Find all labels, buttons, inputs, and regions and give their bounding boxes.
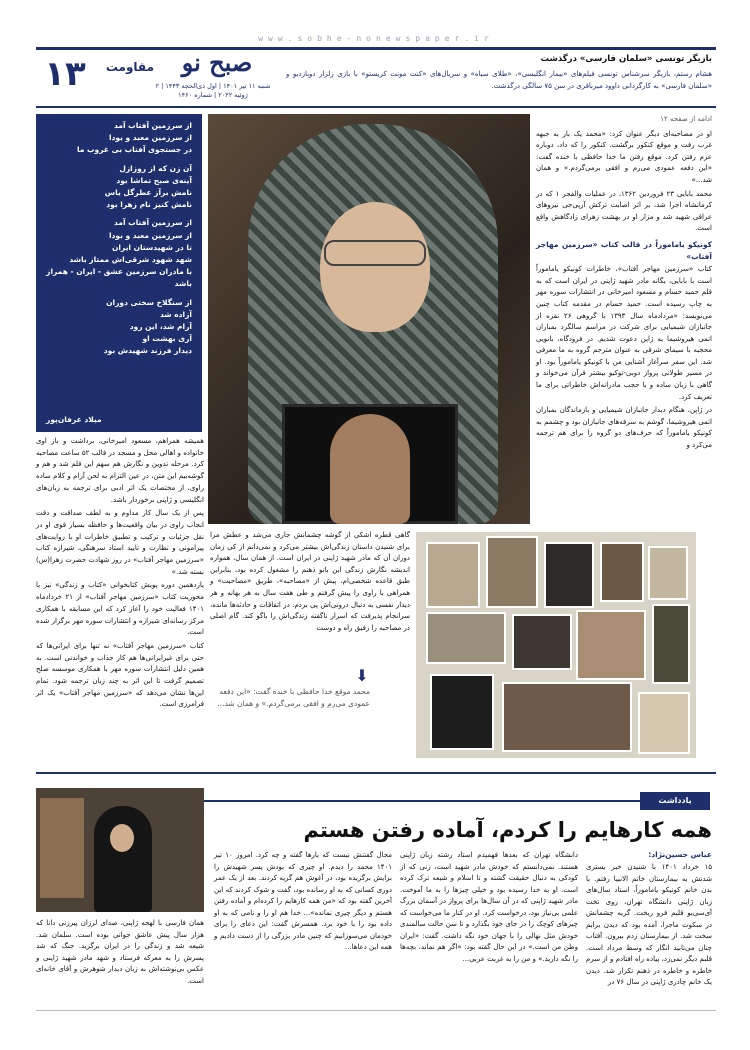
poem-line: آری بهشت او [142, 334, 192, 344]
news-box-body: هشام رستم، بازیگر سرشناس تونسی فیلم‌های «بیمار انگلیسی»، «طلای سیاه» و سریال‌های «کنت مونت کریستو» با بازی زلزار دوبازدیو و «سلمان فارسی» به کارگردانی داوود میرباقری در سن ۷۵ سالگی درگذشت. [286, 70, 712, 90]
poem-line: شهد شهود شرقی‌اش ممتاز باشد [69, 255, 192, 265]
note-tag: یادداشت [640, 792, 710, 810]
poem-line: آینه‌ی صبح تماشا بود [116, 175, 192, 185]
poem-line: در جستجوی آفتاب بی غروب ما [76, 145, 192, 155]
author-portrait-photo [36, 788, 204, 912]
right-column [536, 114, 712, 454]
left-para-3: یازدهمین دوره پویش کتابخوانی «کتاب و زندگی» نیز با محوریت کتاب «سرزمین مهاجر آفتاب» از ۲۱ خردادماه ۱۴۰۱ فعالیت خود را آغاز کرد که این مسابقه با همکاری مرکز رسانه‌ای شیرازه و انتشارات سوره مهر برگزار شده است. [36, 581, 204, 637]
right-para-3: کتاب «سرزمین مهاجر آفتاب»، خاطرات کونیکو یاماموراً است با بابایی، یگانه مادر شهید ژاپنی در ایران است که به قلم حمید حسام و مسعود امیرخانی در انتشارات سوره مهر به چاپ رسیده است. حمید حسام در مقدمه کتاب چنین می‌نویسد: «مردادماه سال ۱۳۹۳ با گروهی ۲۶ نفره از جانبازان شیمیایی برای شرکت در مراسم سالگرد بمباران اتمی هیروشیما به ژاپن دعوت شدیم. در فرودگاه، بانویی محجبه با سیمای شرقی به عنوان مترجم گروه به ما معرفی شد. این سفر سرآغاز آشنایی من با کونیکو یاماموراً بود. او در مسیر طولانی پرواز دوبی-توکیو بیشتر قرآن می‌خواند و گاهی با زبان ساده و با حجب مادرانه‌اش خاطراتی برای ما تعریف کرد. [536, 265, 712, 401]
note-tag-rule [200, 800, 640, 802]
newspaper-logo: صبح نو [181, 48, 253, 77]
left-para-2: پس از یک سال کار مداوم و به لطف صداقت و دقت انجاب راوی در بیان واقعیت‌ها و حافظه بسیار قوی او در نقل جزئیات و ترکیب و تطبیق خاطرات او با روایت‌های پیرامونی و نظارت و تایید استاد سرهنگی، شیرازه کتاب «سرزمین مهاجر آفتاب» در روز شهادت حضرت زهرا(س) بسته شد.» [36, 509, 204, 576]
poem-line: آزاده شد [159, 309, 192, 319]
right-para-2: محمد بابایی ۲۳ فروردین ۱۳۶۲، در عملیات والفجر ۱ که در کرمانشاه اجرا شد، بر اثر اصابت ترکش آرپی‌جی نیروهای عراقی شهید شد و مزار او در بهشت زهرای زادگاهش واقع است. [536, 189, 712, 233]
continue-note: ادامه از صفحه ۱۲ [660, 115, 712, 123]
poem-line: از سرزمین معبد و بودا [108, 230, 192, 240]
poem-stanza-1 [46, 120, 192, 157]
poem-box [36, 114, 202, 432]
poem-line: با مادران سرزمین عشق - ایران - همراز باشد [46, 267, 192, 289]
mother-portrait-photo [208, 114, 530, 524]
right-para-1: او در مصاحبه‌ای دیگر عنوان کرد: «محمد یک بار به جبهه غرب رفت و موقع کنکور برگشت. کنکور را که داد، دوباره عزم رفتن کرد. موقع رفتن ما خدا حافظی با خنده گفت: «این دفعه عمودی می‌رم و افقی برمی‌گردم.» و همان شد...» [536, 129, 712, 184]
note-author: عباس حسین‌نژاد: [648, 850, 712, 859]
poem-stanza-2 [46, 163, 192, 212]
portrait-caption: همان فارسی با لهجه ژاپنی، صدای لرزان پیرزنی دانا که هزار سال پیش عاشق جوانی بوده است. سلمان شد. شیعه شد و زندگی را در ایران برگزید. جنگ که شد پسرش را به معرکه فرستاد و شهد مادر شهید ژاپنی و عکس بی‌نوشته‌اش به زبان دیدار شوهرش و آقای خانه‌ای است. [36, 919, 204, 985]
poet-name: میلاد عرفان‌پور [46, 414, 102, 424]
website-url: www.sobhe-nonewspaper.ir [258, 34, 494, 43]
header-bottom-rule [36, 106, 716, 108]
left-para-4: کتاب «سرزمین مهاجر آفتاب» نه تنها برای ایرانی‌ها که حتی برای غیرایرانی‌ها هم کار جذاب و خواندنی است. به همین دلیل انتشارات سوره مهر با همکاری موسسه صلح تصمیم گرفت تا این اثر به چند زبان ترجمه شود. تمام این‌ها نشان می‌دهد که «سرزمین مهاجر آفتاب» یک اثر فرامرزی است. [36, 641, 204, 709]
section-name: مقاومت [105, 60, 154, 74]
left-column [36, 436, 204, 713]
section-separator [36, 772, 716, 774]
poem-line: از سنگلاخ سختی دوران [106, 297, 192, 307]
poem-line: آن زن که از روزازل [119, 163, 192, 173]
poem-line: تا در شهیدستان ایران [111, 242, 192, 252]
middle-column [210, 530, 410, 634]
note-column-2: دانشگاه تهران که بعدها فهمیدم استاد رشته زبان ژاپنی هستند. نمی‌دانستم که خودش مادر شهید است، زنی که از کودکی به دنبال حقیقت گشته و تا اسلام و شیعه ترک کرده است. او به خدا رسیده بود و خیلی چیزها را به ما آموخت. مادر شهید ژاپنی که در آن سال‌ها برای پرواز در آسمان بزرگ علمی بی‌نیاز بود، درخواست کرد. او در کنار ما می‌خواست که چیزهای کوچک را در جای خود بگذارد و تا سن حالت سالمندی خودش مثل نهالی را با جهان خود نگه داشت. گفت: «ایران وطن من است.» در این حال گفته بود: «اگر هم نماند، بچه‌ها را نگه دارید.» و من را به غربت عربی... [400, 851, 578, 963]
middle-text: گاهی قطره اشکی از گوشه چشمانش جاری می‌شد و عطش مرا برای شنیدن داستان زندگی‌اش بیشتر می‌کرد و نمی‌دانم از کی زمان دوران آن که مادر شهید ژاپنی در ایران است. از همان سال، همواره اندیشه نگارش زندگی این بانو ذهنم را مشغول کرده بود، بنابراین طبق قاعده شخصی‌ام، پیش از «مصاحبه»، طریق «مصاحبت» و همراهی با راوی را پیش گرفتم و طی هفت سال به هر بهانه و هر دیدار نفسی به دنبال درونی‌اش پی بردم. در اتفاقات و حادثه‌ها مانده، سرانجام پذیرفت که اسرار ناگفته زندگی‌اش را باگو کند. گام اصلی در مصاحبه را رفیق راه و دوست [210, 531, 410, 632]
poem-line: از سرزمین معبد و بودا [108, 133, 192, 143]
poem-line: نامش برآز عطرگل یاس [104, 188, 192, 198]
header-rule [36, 47, 716, 50]
poem-line: دیدار فرزند شهیدش بود [103, 346, 192, 356]
poem-stanza-3 [46, 217, 192, 290]
page-number: ۱۳ [44, 54, 86, 94]
pull-quote: محمد موقع خدا حافظی با خنده گفت: «این دفعه عمودی می‌رم و افقی برمی‌گردم.» و همان شد... [217, 687, 370, 708]
poem-line: آرام شد، این رود [129, 322, 192, 332]
right-para-4: در ژاپن، هنگام دیدار جانبازان شیمیایی و بازماندگان بمباران اتمی هیروشیما، گوشم به سرفه‌های جانبازان بود و چشمم به کونیکو یاماموراً که حرف‌های دو گروه را برای هم ترجمه می‌کرد و [536, 406, 712, 450]
bottom-headline: همه کارهایم را کردم، آماده رفتن هستم [303, 818, 712, 842]
note-column-1: ۱۵ خرداد ۱۴۰۱ با شنیدن خبر بستری شدنش به بیمارستان خاتم الانبیا رفتم. با بدن خانم کونیکو یاماموراً، استاد سال‌های زبان ژاپنی دانشگاه تهران، روی تخت آی‌سی‌یو قلبم فرو ریخت. گریه چشمانش در سکوت ماجرا، آمده بود که دیدن برایم سخت شد. از بیمارستان زدم بیرون. آفتاب چنان می‌تابید انگار که وسط مرداد است. قلبم دیگر نمی‌زد، پیاده راه افتادم و از سرم خاطره و خاطره در ذهنم تکرار شد. دیدن یک خانم چادری ژاپنی در سال ۷۶ در [586, 863, 712, 986]
poem-line: از سرزمین آفتاب آمد [114, 121, 192, 130]
note-column-3: مجال گفتنش نیست که بارها گفته و چه کرد. امروز ۱۰ تیر ۱۴۰۱ محمد را دیدم. او چیزی که بودش پسر شهیدش را برایش برگزیده بود، در آغوش هم گریه کردند. بعد از یک عمر دوری کسانی که به او رسانده بود، گفت و شوک کردند که این آخرین گفته بود که «من همه کارهایم را کرده‌ام و آماده رفتن هستم و دیگر چیزی نمانده»... خدا هم او را و نامی که به او داده بود را با خود برد. همسرش گفت: این دعای را برای خودمان می‌سوزانیم که چنین مادر بزرگی را از دست دادیم و همه این دعاها... [214, 851, 392, 951]
poem-stanza-4 [46, 297, 192, 358]
memorial-photo-collage [416, 532, 696, 758]
page-bottom-rule [36, 1010, 716, 1011]
date-line: شنبه ۱۱ تیر ۱۴۰۱ | اول ذی‌الحجه ۱۴۴۳ | ۲ ژوئیه ۲۰۲۲ | شماره ۱۴۶۰ [155, 82, 271, 99]
left-para-1: همیشه همراهم، مسعود امیرخانی، برداشت و باز اوی خانواده و اهالی محل و مسجد در قالب ۵۲ ساعت مصاحبه کرد. مرحله تدوین و نگارش هم سهم این قلم شد و هم و گوشه‌بیم این متن، در عین التزام به لحن آرام و کلام ساده راوی، از مختصات یک اثر ادبی برای ترجمه به زبان‌های انگلیسی و ژاپنی برخوردار باشد. [36, 437, 204, 504]
news-box-headline: بازیگر تونسی «سلمان فارسی» درگذشت [540, 54, 712, 64]
right-subhead: کونیکو یاماموراً در قالب کتاب «سرزمین مهاجر آفتاب» [536, 239, 712, 261]
poem-line: از سرزمین آفتاب آمد [114, 218, 192, 228]
arrow-down-icon: ⬇ [355, 666, 369, 685]
poem-line: نامش کنیز نام زهرا بود [106, 200, 192, 210]
